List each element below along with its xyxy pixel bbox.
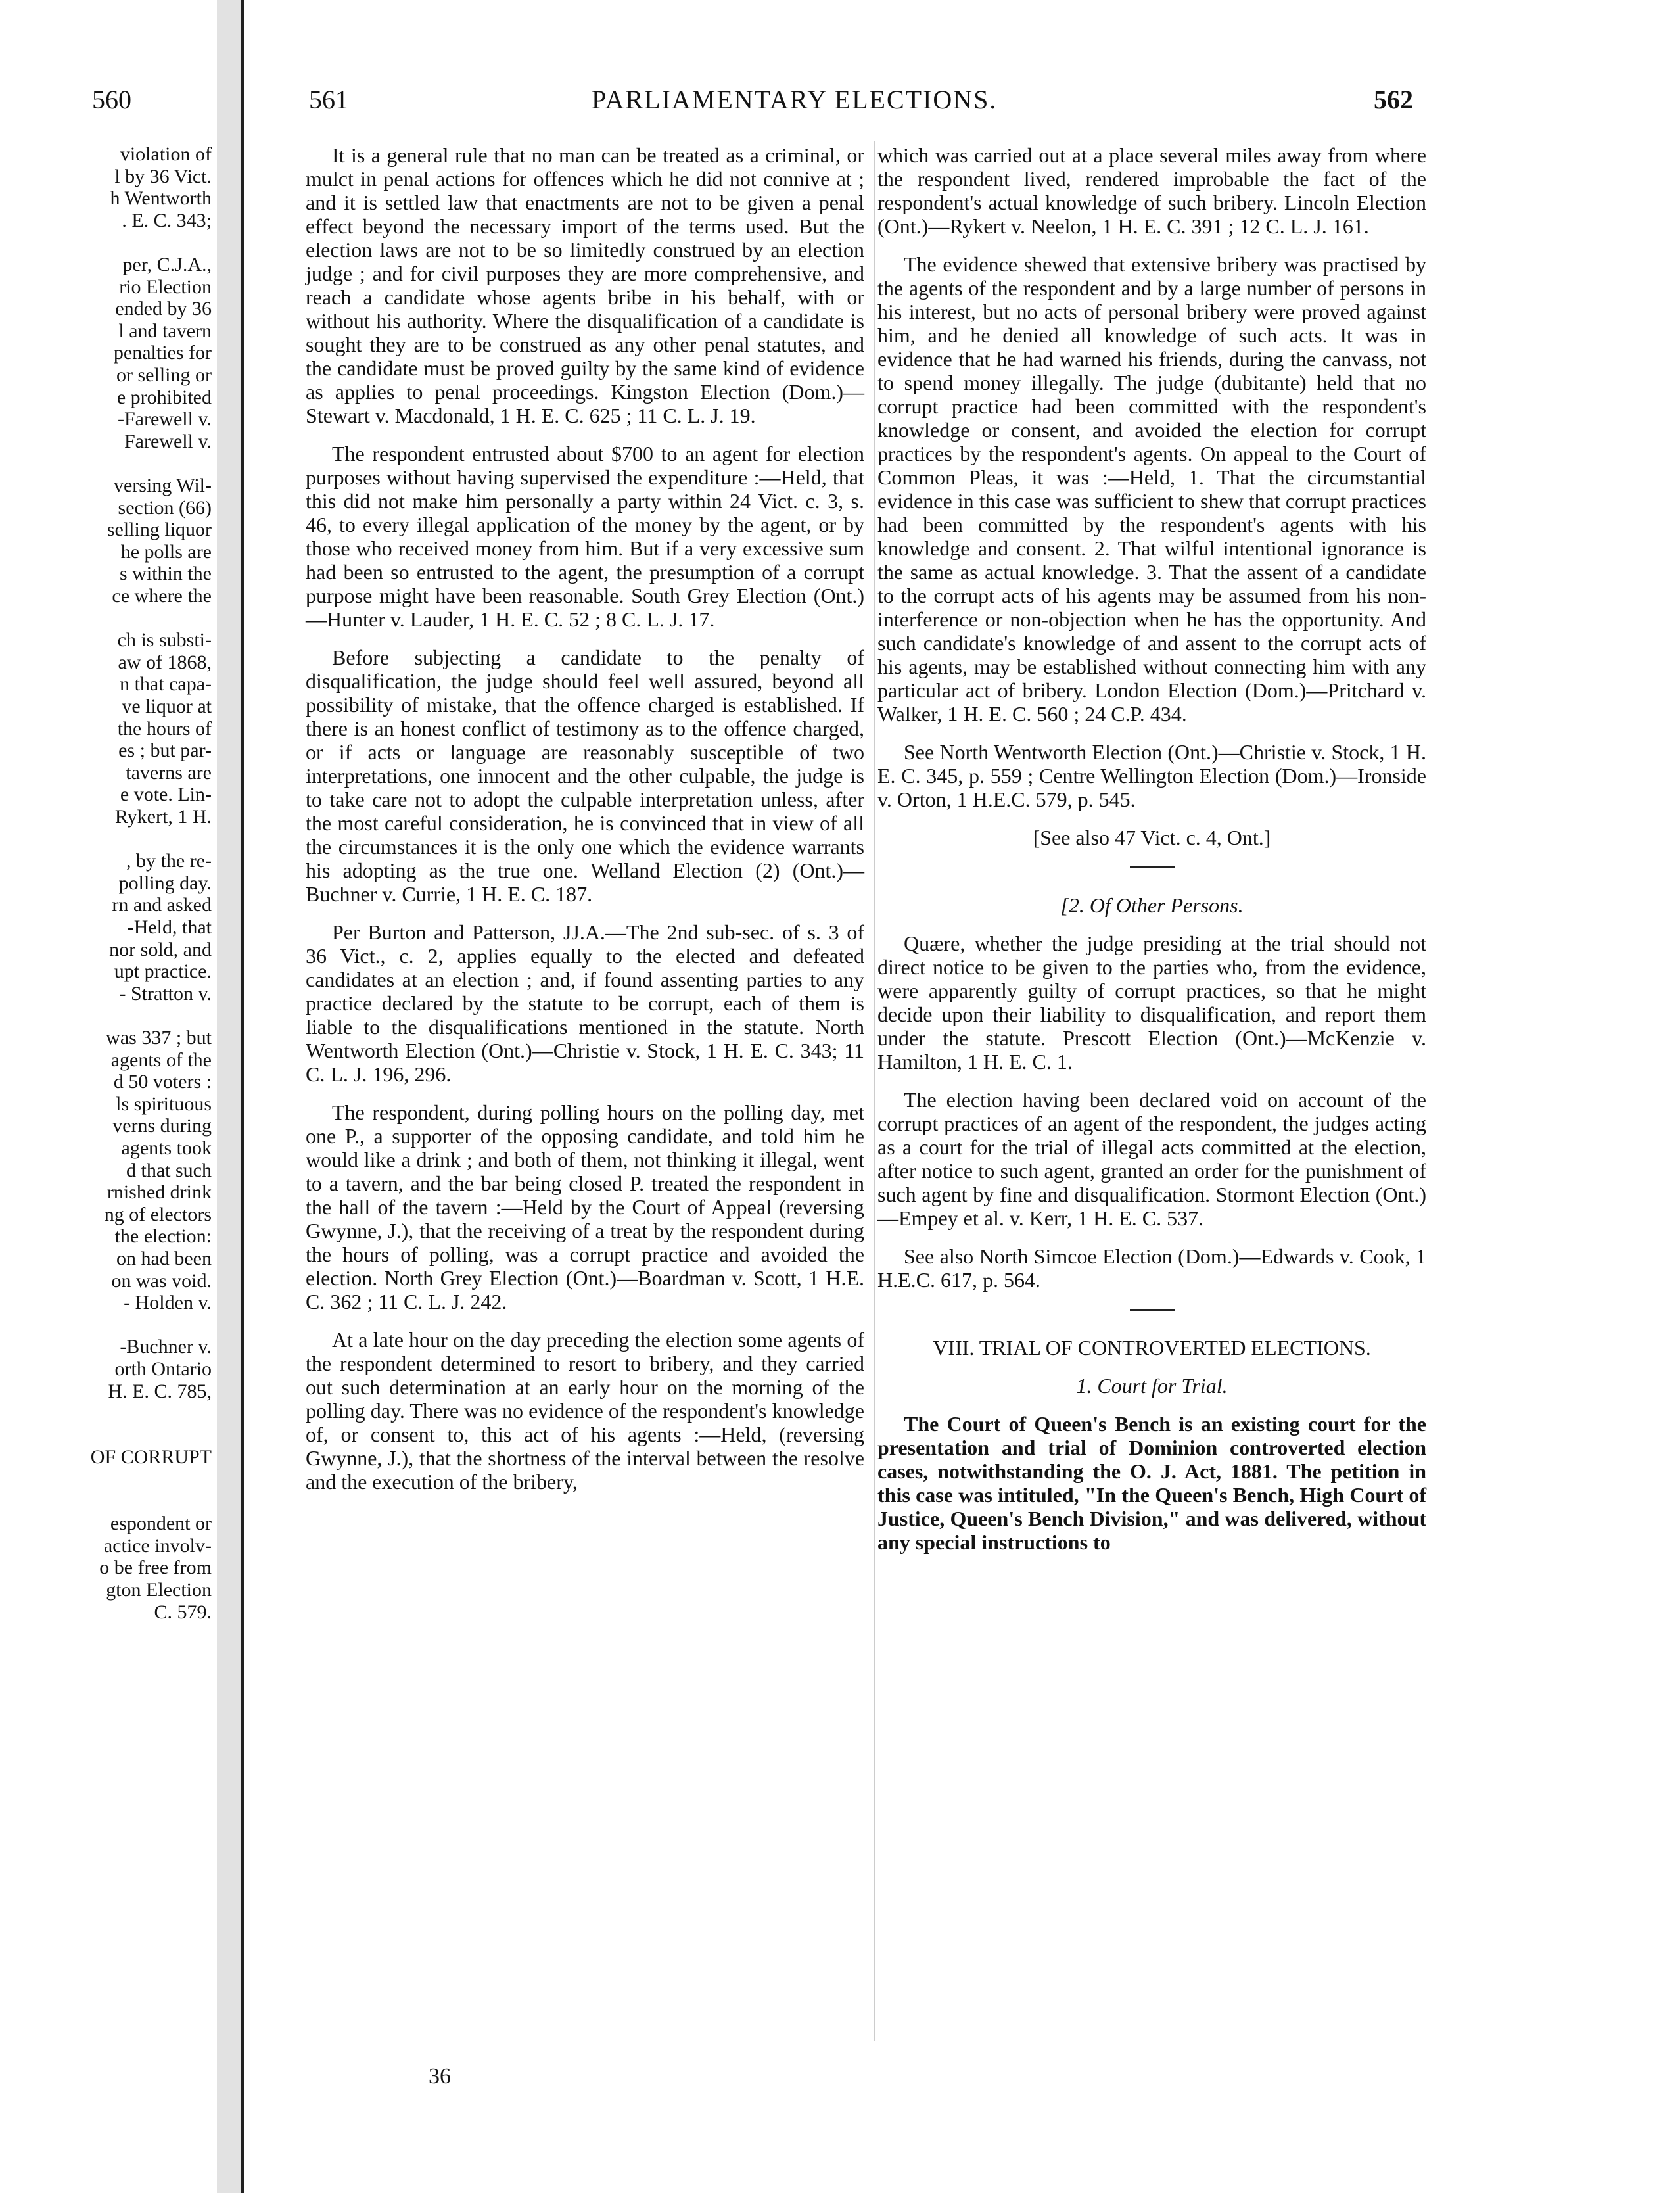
section-heading: VIII. TRIAL OF CONTROVERTED ELECTIONS. — [933, 1336, 1371, 1359]
left-page-line: d 50 voters : — [113, 1071, 212, 1093]
left-page-line: - Stratton v. — [119, 982, 212, 1004]
left-page-line: n that capa- — [120, 673, 212, 696]
left-page-line: - Holden v. — [124, 1292, 212, 1314]
left-page-line: the election: — [114, 1225, 212, 1248]
left-page-line: s within the — [120, 563, 212, 585]
left-page-line: Farewell v. — [124, 430, 212, 452]
column-divider — [874, 141, 875, 2041]
left-page-line: per, C.J.A., — [122, 254, 212, 275]
left-page-line: OF CORRUPT — [90, 1446, 212, 1469]
left-page-line: was 337 ; but — [106, 1027, 212, 1049]
left-page-line: aw of 1868, — [118, 651, 212, 673]
left-page-line: on was void. — [111, 1269, 212, 1292]
section-rule — [1130, 1309, 1175, 1311]
subheading: 1. Court for Trial. — [1076, 1374, 1228, 1398]
left-page-line: e vote. Lin- — [120, 784, 212, 806]
section-rule — [1130, 866, 1175, 868]
left-page-line: e prohibited — [116, 386, 212, 408]
left-page-line: actice involv- — [103, 1534, 212, 1557]
left-page-line: . E. C. 343; — [122, 209, 212, 231]
gutter-shadow — [241, 0, 244, 2193]
left-page-line: violation of — [120, 143, 212, 165]
left-page-line: ve liquor at — [122, 696, 212, 717]
left-page-line: d that such — [126, 1159, 212, 1181]
left-page-line: versing Wil- — [113, 475, 212, 496]
left-page-line: nor sold, and — [109, 938, 212, 960]
left-page-line: es ; but par- — [118, 740, 212, 762]
left-page-line: ce where the — [112, 585, 212, 607]
page-number-left: 561 — [309, 85, 348, 114]
left-page-line: he polls are — [120, 540, 212, 563]
left-page-line: orth Ontario — [114, 1358, 212, 1380]
left-page-line: agents took — [121, 1137, 212, 1159]
left-page-line: C. 579. — [154, 1601, 212, 1623]
left-page-line: o be free from — [99, 1557, 212, 1579]
left-page-line: l and tavern — [118, 319, 212, 342]
left-page-line: taverns are — [126, 761, 212, 784]
left-page-line: rn and asked — [112, 894, 212, 916]
subheading: [2. Of Other Persons. — [1060, 893, 1244, 917]
left-page-line: h Wentworth — [110, 187, 212, 210]
left-page-line: -Buchner v. — [120, 1336, 212, 1358]
signature-mark: 36 — [429, 2064, 451, 2088]
left-page-line: -Held, that — [127, 916, 212, 938]
left-page-fragment — [0, 0, 217, 2193]
paragraph: See also North Simcoe Election (Dom.)—Edwards v. Cook, 1 H.E.C. 617, p. 564. — [877, 1244, 1426, 1292]
paragraph-continued: which was carried out at a place several miles away from where the respondent lived, rendered improbable the fact of the respondent's actual knowledge of such bribery. Lincoln Election (Ont.)—Rykert v. Neelon, 1 H. E. C. 391 ; 12 C. L. J. 161. — [877, 143, 1426, 238]
left-page-line: ch is substi- — [117, 629, 212, 651]
text-column-left — [306, 143, 864, 1508]
paragraph: The Court of Queen's Bench is an existing court for the presentation and trial of Dominion controverted election cases, notwithstanding the O. J. Act, 1881. The petition in this case was intituled, "In the Queen's Bench, High Court of Justice, Queen's Bench Division," and was delivered, without any special instructions to — [877, 1412, 1426, 1554]
left-page-line: section (66) — [118, 496, 212, 519]
left-page-line: rio Election — [119, 275, 212, 298]
left-page-line: selling liquor — [106, 519, 212, 541]
left-page-line: Rykert, 1 H. — [114, 806, 212, 828]
paragraph: Quære, whether the judge presiding at the trial should not direct notice to be given to the parties who, from the evidence, were apparently guilty of corrupt practices, so that he might decide upon their liability to disqualification, and report them under the statute. Prescott Election (Ont.)—McKenzie v. Hamilton, 1 H. E. C. 1. — [877, 931, 1426, 1073]
left-page-line: , by the re- — [126, 850, 212, 872]
left-page-line: agents of the — [110, 1049, 212, 1071]
paragraph: The respondent, during polling hours on the polling day, met one P., a supporter of the opposing candidate, and told him he would like a drink ; and both of them, not thinking it illegal, went to a tavern, and the bar being closed P. treated the respondent in the hall of the tavern :—Held by the Court of Appeal (reversing Gwynne, J.), that the receiving of a treat by the respondent during the hours of polling, was a corrupt practice and avoided the election. North Grey Election (Ont.)—Boardman v. Scott, 1 H.E. C. 362 ; 11 C. L. J. 242. — [306, 1100, 864, 1313]
paragraph: The election having been declared void on account of the corrupt practices of an agent of the respondent, the judges acting as a court for the trial of illegal acts committed at the election, after notice to such agent, granted an order for the punishment of such agent by fine and disqualification. Stormont Election (Ont.)—Empey et al. v. Kerr, 1 H. E. C. 537. — [877, 1088, 1426, 1230]
paragraph: See North Wentworth Election (Ont.)—Christie v. Stock, 1 H. E. C. 345, p. 559 ; Centre Wellington Election (Dom.)—Ironside v. Orton, 1 H.E.C. 579, p. 545. — [877, 740, 1426, 811]
text-column-right — [877, 143, 1426, 1568]
left-page-line: H. E. C. 785, — [108, 1380, 212, 1402]
left-page-line: verns during — [112, 1115, 212, 1137]
left-page-number: 560 — [92, 85, 131, 114]
paragraph: The evidence shewed that extensive bribery was practised by the agents of the respondent and by a large number of persons in his interest, but no acts of personal bribery were proved against him, and he denied all knowledge of such acts. It was in evidence that he had warned his friends, during the canvass, not to spend money illegally. The judge (dubitante) held that no corrupt practice had been committed with the respondent's knowledge or consent, and avoided the election for corrupt practices by the respondent's agents. On appeal to the Court of Common Pleas, it was :—Held, 1. That the circumstantial evidence in this case was sufficient to shew that corrupt practices had been committed by the respondent's agents with his knowledge and consent. 2. That wilful intentional ignorance is the same as actual knowledge. 3. That the assent of a candidate to the corrupt acts of his agents may be assumed from his non-interference or non-objection when he has the opportunity. And such candidate's knowledge of and assent to the corrupt acts of his agents, may be established without connecting him with any particular act of bribery. London Election (Dom.)—Pritchard v. Walker, 1 H. E. C. 560 ; 24 C.P. 434. — [877, 252, 1426, 726]
paragraph: At a late hour on the day preceding the election some agents of the respondent determined to resort to bribery, and they carried out such determination at an early hour on the morning of the polling day. There was no evidence of the respondent's knowledge of, or consent to, this act of his agents :—Held, (reversing Gwynne, J.), that the shortness of the interval between the resolve and the execution of the bribery, — [306, 1328, 864, 1494]
paragraph: Per Burton and Patterson, JJ.A.—The 2nd sub-sec. of s. 3 of 36 Vict., c. 2, applies equally to the elected and defeated candidates at an election ; and, if found assenting parties to any practice declared by the statute to be corrupt, each of them is liable to the disqualifications mentioned in the statute. North Wentworth Election (Ont.)—Christie v. Stock, 1 H. E. C. 343; 11 C. L. J. 196, 296. — [306, 920, 864, 1086]
page-number-right: 562 — [1374, 85, 1413, 114]
left-page-line: or selling or — [116, 364, 212, 386]
left-page-line: penalties for — [113, 342, 212, 364]
left-page-line: -Farewell v. — [118, 408, 212, 431]
left-page-line: ng of electors — [104, 1203, 212, 1225]
left-page-line: ls spirituous — [116, 1093, 212, 1115]
left-page-line: rnished drink — [106, 1181, 212, 1204]
left-page-line: espondent or — [110, 1513, 212, 1535]
see-also-note: [See also 47 Vict. c. 4, Ont.] — [1033, 826, 1271, 849]
paragraph: The respondent entrusted about $700 to an agent for election purposes without having supervised the expenditure :—Held, that this did not make him personally a party within 24 Vict. c. 3, s. 46, to every illegal application of the money by the agent, or by those who received money from him. But if a very excessive sum had been so entrusted to the agent, the presumption of a corrupt purpose might have been reasonable. South Grey Election (Ont.)—Hunter v. Lauder, 1 H. E. C. 52 ; 8 C. L. J. 17. — [306, 442, 864, 631]
left-page-line: l by 36 Vict. — [114, 165, 212, 187]
left-page-line: on had been — [116, 1248, 212, 1269]
left-page-line: upt practice. — [114, 960, 212, 983]
running-head-title: PARLIAMENTARY ELECTIONS. — [592, 85, 998, 114]
book-gutter — [217, 0, 243, 2193]
left-page-line: the hours of — [117, 717, 212, 740]
paragraph: It is a general rule that no man can be treated as a criminal, or mulct in penal actions for offences which he did not connive at ; and it is settled law that enactments are not to be given a penal effect beyond the necessary import of the terms used. But the election laws are not to be so limitedly construed by an election judge ; and for civil purposes they are more comprehensive, and reach a candidate whose agents bribe in his behalf, with or without his authority. Where the disqualification of a candidate is sought they are to be construed as any other penal statutes, and the candidate must be proved guilty by the same kind of evidence as applies to penal proceedings. Kingston Election (Dom.)—Stewart v. Macdonald, 1 H. E. C. 625 ; 11 C. L. J. 19. — [306, 143, 864, 427]
left-page-line: gton Election — [106, 1579, 212, 1601]
paragraph: Before subjecting a candidate to the penalty of disqualification, the judge should feel well assured, beyond all possibility of mistake, that the offence charged is established. If there is an honest conflict of testimony as to the offence charged, or if acts or language are reasonably susceptible of two interpretations, one innocent and the other culpable, the judge is to take care not to adopt the culpable interpretation unless, after the most careful consideration, he is convinced that in view of all the circumstances it is the only one which the evidence warrants his adopting as the true one. Welland Election (2) (Ont.)—Buchner v. Currie, 1 H. E. C. 187. — [306, 646, 864, 906]
left-page-line: polling day. — [118, 872, 212, 894]
left-page-line: ended by 36 — [115, 298, 212, 320]
